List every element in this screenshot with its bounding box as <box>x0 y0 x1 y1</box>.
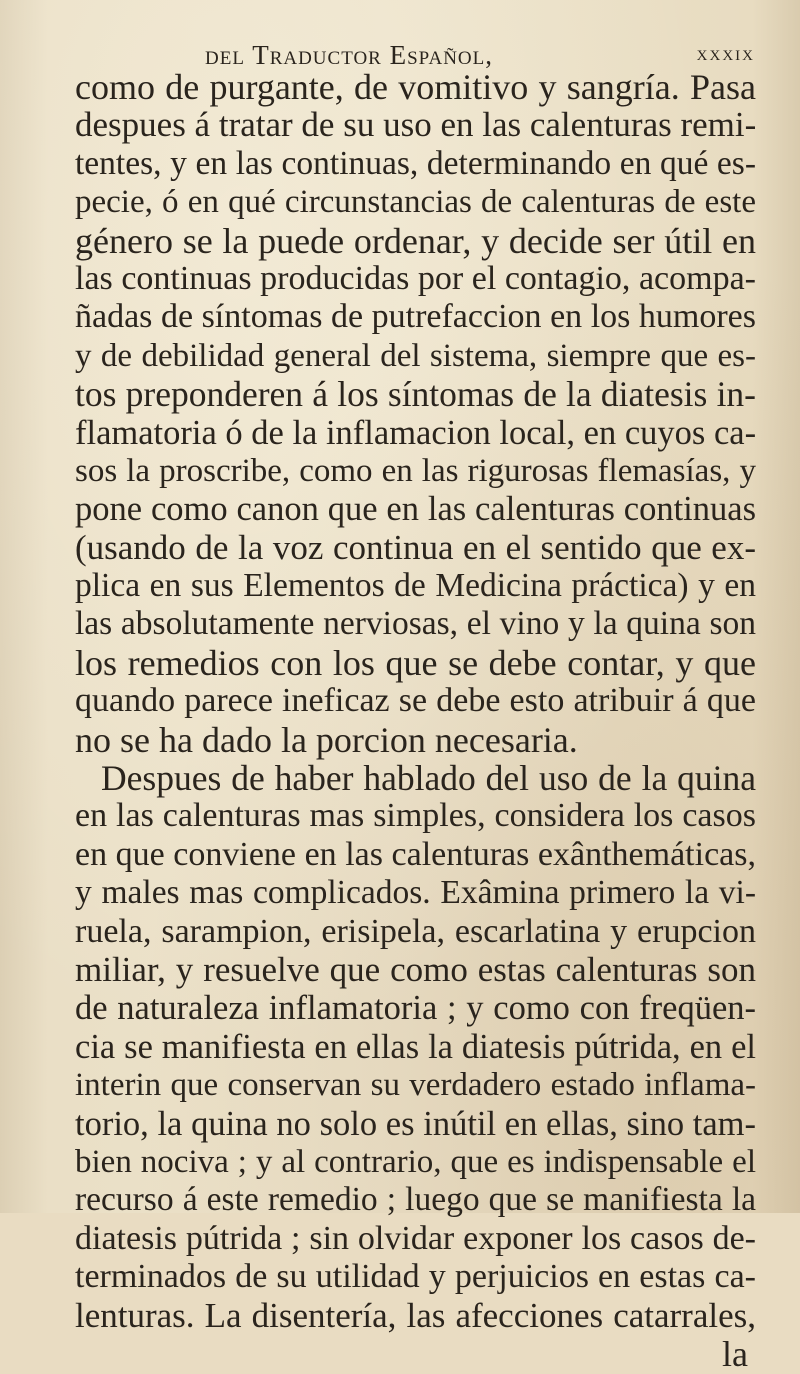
text-line: las continuas producidas por el contagio, acompa- <box>75 259 756 297</box>
text-line: pecie, ó en qué circunstancias de calenturas de este <box>75 184 756 221</box>
text-line: torio, la quina no solo es inútil en ellas, sino tam- <box>75 1104 756 1143</box>
text-line: despues á tratar de su uso en las calenturas remi- <box>75 105 757 145</box>
text-line: ruela, sarampion, erisipela, escarlatina y erupcion <box>75 912 756 950</box>
text-line: pone como canon que en las calenturas continuas <box>75 490 756 529</box>
text-line: recurso á este remedio ; luego que se manifiesta la <box>75 1181 756 1219</box>
text-line: miliar, y resuelve que como estas calenturas son <box>75 949 756 989</box>
text-line: sos la proscribe, como en las rigurosas flemasías, y <box>75 452 756 489</box>
text-line: en que conviene en las calenturas exânthemáticas, <box>75 835 756 873</box>
text-line: interin que conservan su verdadero estado inflama- <box>75 1067 756 1104</box>
text-line: cia se manifiesta en ellas la diatesis pútrida, en el <box>75 1027 756 1066</box>
text-line: plica en sus Elementos de Medicina práctica) y en <box>75 567 756 605</box>
text-line: lenturas. La disentería, las afecciones catarrales, <box>75 1295 756 1335</box>
text-line: las absolutamente nerviosas, el vino y la quina son <box>75 605 756 643</box>
text-line: tos preponderen á los síntomas de la diatesis in- <box>75 374 756 415</box>
text-line: ñadas de síntomas de putrefaccion en los humores <box>75 298 756 336</box>
running-title: del Traductor Español, <box>205 40 494 70</box>
body-text <box>75 68 756 1373</box>
page-number: xxxix <box>696 40 755 65</box>
text-line: Despues de haber hablado del uso de la quina <box>101 758 756 799</box>
text-line: los remedios con los que se debe contar, y que <box>75 642 756 683</box>
text-line: flamatoria ó de la inflamacion local, en cuyos ca- <box>75 413 757 452</box>
text-line: género se la puede ordenar, y decide ser útil en <box>75 220 756 261</box>
text-line: terminados de su utilidad y perjuicios en estas ca- <box>75 1258 756 1296</box>
text-line: bien nociva ; y al contrario, que es indispensable el <box>75 1143 756 1180</box>
text-line: diatesis pútrida ; sin olvidar exponer los casos de- <box>75 1219 756 1257</box>
text-line: en las calenturas mas simples, considera los casos <box>75 797 756 835</box>
text-line: no se ha dado la porcion necesaria. <box>75 719 578 760</box>
text-line: y males mas complicados. Exâmina primero la vi- <box>75 874 756 912</box>
text-line: (usando de la voz continua en el sentido que ex- <box>75 527 756 567</box>
text-line: de naturaleza inflamatoria ; y como con freqüen- <box>75 989 756 1028</box>
text-line: quando parece ineficaz se debe esto atribuir á que <box>75 682 756 720</box>
text-line: y de debilidad general del sistema, siempre que es- <box>75 337 756 374</box>
text-line: como de purgante, de vomitivo y sangría. Pasa <box>75 67 756 107</box>
text-line: tentes, y en las continuas, determinando en qué es- <box>75 144 756 182</box>
catchword: la <box>722 1333 748 1374</box>
